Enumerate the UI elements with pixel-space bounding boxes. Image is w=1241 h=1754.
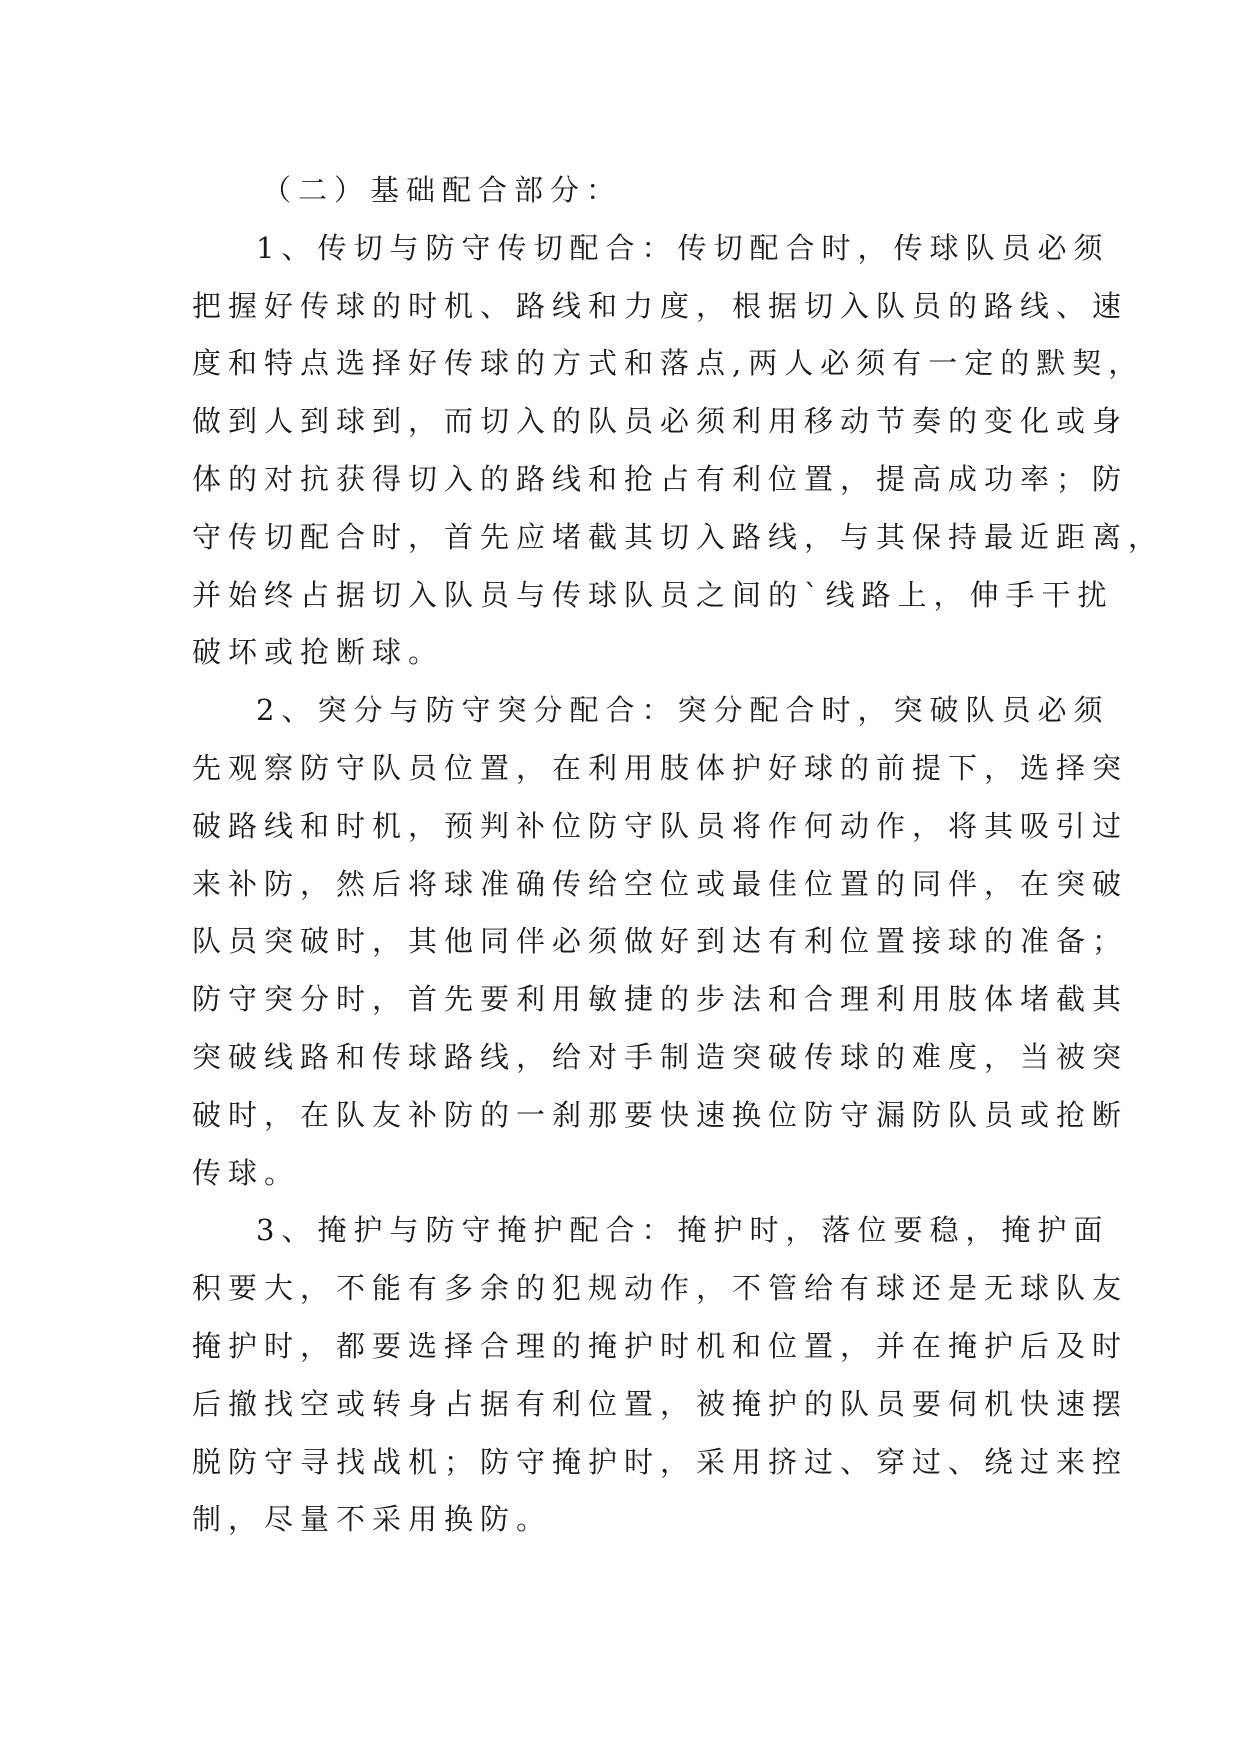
paragraph-line: 传球。	[192, 1155, 301, 1190]
paragraph-pass-cut	[192, 220, 1165, 682]
paragraph-line: 先观察防守队员位置，在利用肢体护好球的前提下，选择突	[192, 750, 1129, 785]
paragraph-line: 守传切配合时，首先应堵截其切入路线，与其保持最近距离，	[192, 519, 1165, 554]
paragraph-line: 突破线路和传球路线，给对手制造突破传球的难度，当被突	[192, 1039, 1129, 1074]
paragraph-line: 3、掩护与防守掩护配合：掩护时，落位要稳，掩护面	[256, 1213, 1110, 1248]
paragraph-line: 并始终占据切入队员与传球队员之间的`线路上，伸手干扰	[192, 577, 1114, 612]
paragraph-line: 破坏或抢断球。	[192, 635, 445, 670]
paragraph-screen	[192, 1202, 1129, 1549]
paragraph-line: 做到人到球到，而切入的队员必须利用移动节奏的变化或身	[192, 404, 1129, 439]
paragraph-line: 制，尽量不采用换防。	[192, 1502, 553, 1537]
paragraph-line: 防守突分时，首先要利用敏捷的步法和合理利用肢体堵截其	[192, 982, 1129, 1017]
paragraph-line: 1、传切与防守传切配合：传切配合时，传球队员必须	[256, 230, 1110, 265]
paragraph-line: 掩护时，都要选择合理的掩护时机和位置，并在掩护后及时	[192, 1328, 1129, 1363]
paragraph-line: 体的对抗获得切入的路线和抢占有利位置，提高成功率；防	[192, 461, 1129, 496]
paragraph-drive-dish	[192, 682, 1129, 1202]
paragraph-line: 2、突分与防守突分配合：突分配合时，突破队员必须	[256, 693, 1110, 728]
document-page	[192, 162, 1165, 1549]
paragraph-line: 积要大，不能有多余的犯规动作，不管给有球还是无球队友	[192, 1271, 1129, 1306]
paragraph-line: 把握好传球的时机、路线和力度，根据切入队员的路线、速	[192, 288, 1129, 323]
paragraph-line: 破时，在队友补防的一刹那要快速换位防守漏防队员或抢断	[192, 1097, 1129, 1132]
paragraph-line: 队员突破时，其他同伴必须做好到达有利位置接球的准备；	[192, 924, 1129, 959]
paragraph-line: 来补防，然后将球准确传给空位或最佳位置的同伴，在突破	[192, 866, 1129, 901]
paragraph-line: 度和特点选择好传球的方式和落点,两人必须有一定的默契，	[192, 346, 1145, 381]
paragraph-line: 脱防守寻找战机；防守掩护时，采用挤过、穿过、绕过来控	[192, 1444, 1129, 1479]
paragraph-line: 破路线和时机，预判补位防守队员将作何动作，将其吸引过	[192, 808, 1129, 843]
paragraph-line: 后撤找空或转身占据有利位置，被掩护的队员要伺机快速摆	[192, 1386, 1129, 1421]
section-heading: （二）基础配合部分：	[262, 173, 623, 207]
